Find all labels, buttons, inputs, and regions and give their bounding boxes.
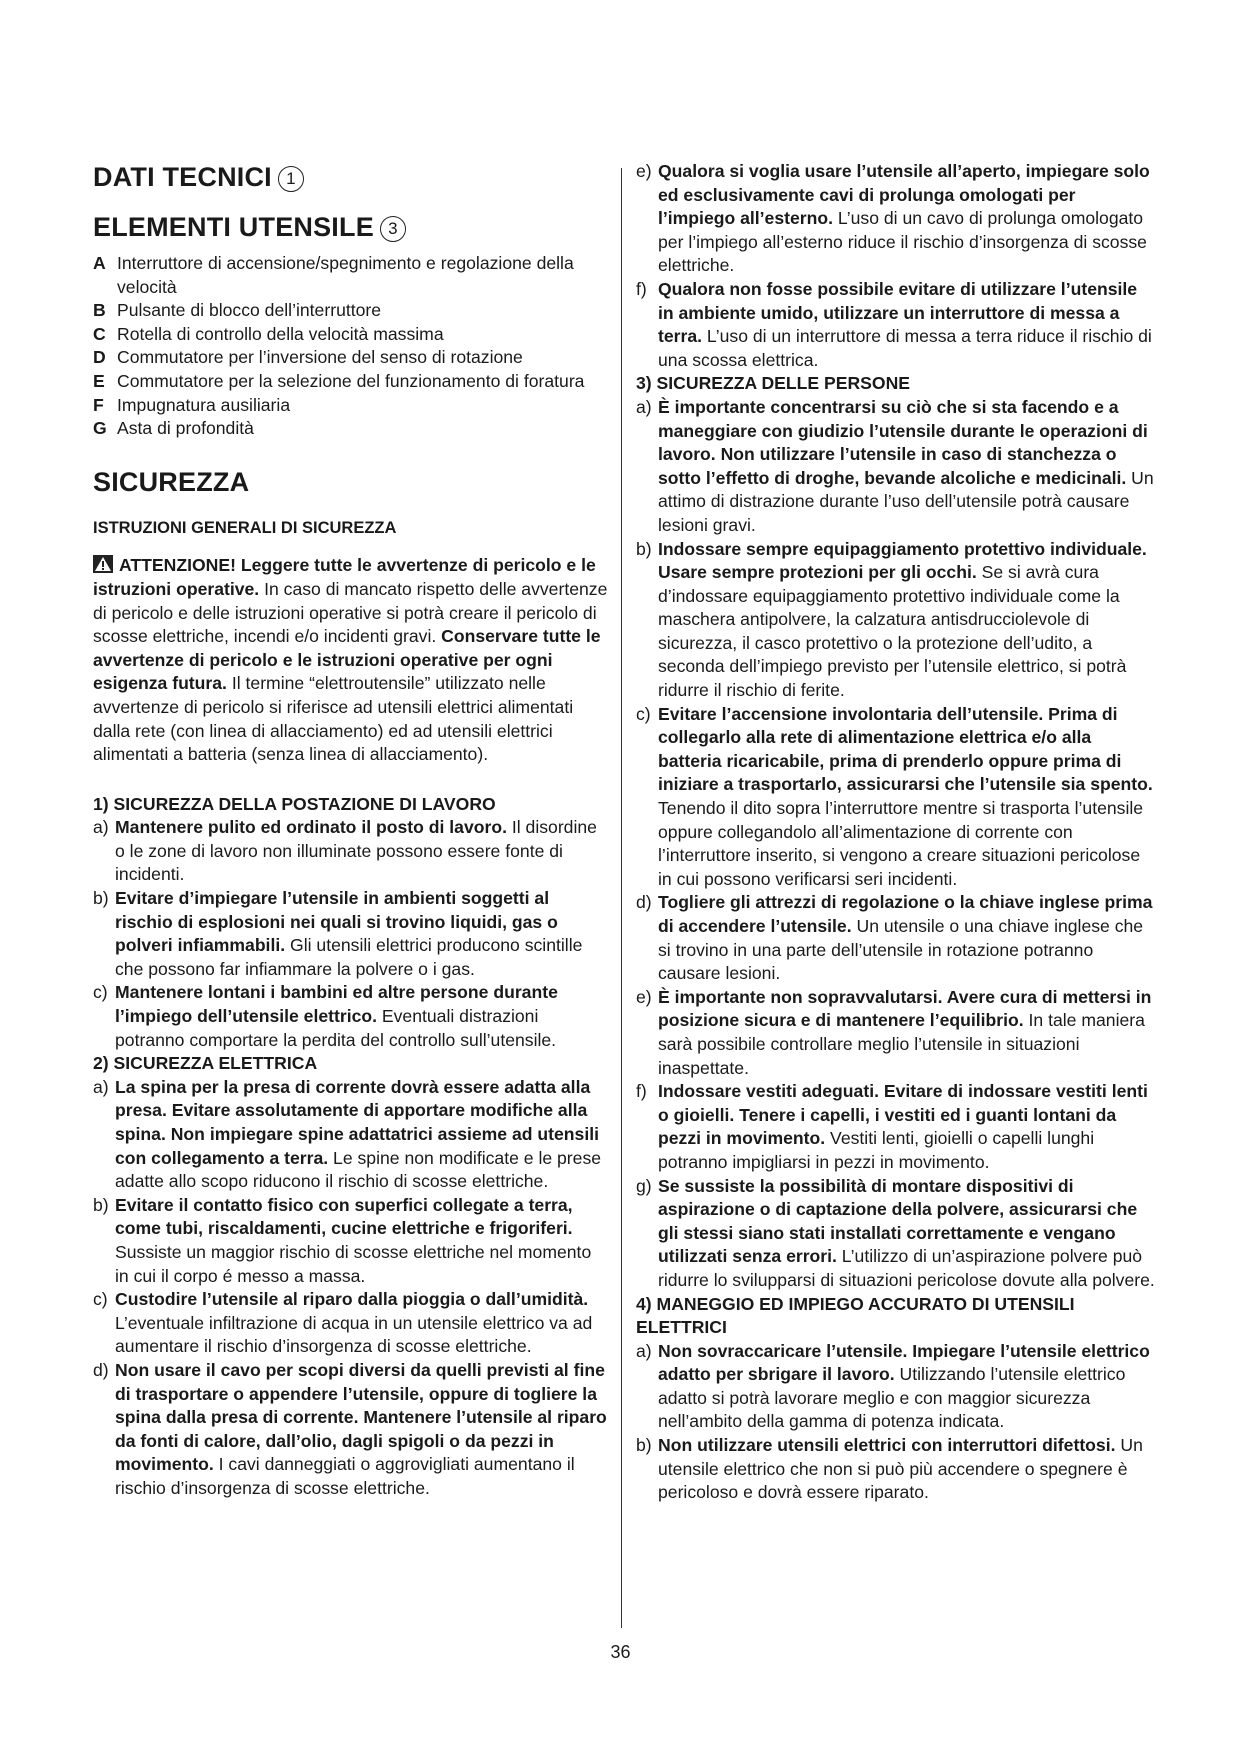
part-item: F Impugnatura ausiliaria [93, 394, 291, 415]
list-item: e) È importante non sopravvalutarsi. Avere cura di mettersi in posizione sicura e di mantenere l’equilibrio. In tale maniera sarà possibile controllare meglio l’utensile in situazioni inaspettate. [636, 986, 1152, 1078]
section-heading: 1) SICUREZZA DELLA POSTAZIONE DI LAVORO [93, 793, 496, 814]
part-item: C Rotella di controllo della velocità massima [93, 323, 444, 344]
list-item: a) È importante concentrarsi su ciò che si sta facendo e a maneggiare con giudizio l’utensile durante le operazioni di lavoro. Non utilizzare l’utensile in caso di stanchezza o sotto l’effetto di droghe, bevande alcoliche e medicinali. Un attimo di distrazione durante l’uso dell’utensile potrà causare lesioni gravi. [636, 396, 1154, 535]
heading-elementi-utensile: ELEMENTI UTENSILE 3 [93, 210, 608, 244]
part-item: A Interruttore di accensione/spegnimento e regolazione della velocità [93, 253, 574, 297]
list-item: b) Indossare sempre equipaggiamento protettivo individuale. Usare sempre protezioni per gli occhi. Se si avrà cura d’indossare equipaggiamento protettivo individuale come la maschera antipolvere, la calzatura antisdrucciolevole di sicurezza, il casco protettivo o la protezione dell’udito, a seconda dell’impiego previsto per l’utensile elettrico, si potrà ridurre il rischio di ferite. [636, 538, 1147, 701]
left-column [93, 160, 608, 1501]
list-item: d) Non usare il cavo per scopi diversi da quelli previsti al fine di trasportare o appendere l’utensile, oppure di togliere la spina dalla presa di corrente. Mantenere l’utensile al riparo da fonti di calore, dall’olio, dagli spigoli o da pezzi in movimento. I cavi danneggiati o aggrovigliati aumentano il rischio d’insorgenza di scosse elettriche. [93, 1359, 607, 1498]
list-item: a) La spina per la presa di corrente dovrà essere adatta alla presa. Evitare assolutamente di apportare modifiche alla spina. Non impiegare spine adattatrici assieme ad utensili con collegamento a terra. Le spine non modificate e le prese adatte allo scopo riducono il rischio di scosse elettriche. [93, 1076, 602, 1192]
list-item: c) Custodire l’utensile al riparo dalla pioggia o dall’umidità. L’eventuale infiltrazione di acqua in un utensile elettrico va ad aumentare il rischio d’insorgenza di scosse elettriche. [93, 1289, 593, 1357]
heading-sicurezza: SICUREZZA [93, 466, 250, 497]
list-item: a) Non sovraccaricare l’utensile. Impiegare l’utensile elettrico adatto per sbrigare il lavoro. Utilizzando l’utensile elettrico adatto si potrà lavorare meglio e con maggior sicurezza nell’ambito della gamma di potenza indicata. [636, 1340, 1150, 1432]
list-item: b) Evitare il contatto fisico con superfici collegate a terra, come tubi, riscaldamenti, cucine elettriche e frigoriferi. Sussiste un maggior rischio di scosse elettriche nel momento in cui il corpo é messo a massa. [93, 1194, 592, 1286]
list-item: c) Mantenere lontani i bambini ed altre persone durante l’impiego dell’utensile elettrico. Eventuali distrazioni potranno comportare la perdita del controllo sull’utensile. [93, 982, 558, 1050]
figure-ref-badge: 3 [380, 216, 406, 242]
figure-ref-badge: 1 [278, 166, 304, 192]
column-divider [621, 168, 622, 1628]
heading-dati-tecnici: DATI TECNICI 1 [93, 160, 608, 194]
part-item: D Commutatore per l’inversione del senso di rotazione [93, 347, 523, 368]
page-number: 36 [610, 1642, 631, 1662]
list-item: d) Togliere gli attrezzi di regolazione o la chiave inglese prima di accendere l’utensile. Un utensile o una chiave inglese che si trovino in una parte dell’utensile in rotazione potranno causare lesioni. [636, 892, 1153, 984]
list-item: a) Mantenere pulito ed ordinato il posto di lavoro. Il disordine o le zone di lavoro non illuminate possono essere fonte di incidenti. [93, 817, 597, 885]
list-item: g) Se sussiste la possibilità di montare dispositivi di aspirazione o di captazione della polvere, assicurarsi che gli stessi siano stati installati correttamente e vengano utilizzati senza errori. L’utilizzo di un’aspirazione polvere può ridurre lo svilupparsi di situazioni pericolose dovute alla polvere. [636, 1175, 1155, 1290]
part-item: E Commutatore per la selezione del funzionamento di foratura [93, 370, 585, 391]
list-item: b) Evitare d’impiegare l’utensile in ambienti soggetti al rischio di esplosioni nei quali si trovino liquidi, gas o polveri infiammabili. Gli utensili elettrici producono scintille che possono far infiammare la polvere o i gas. [93, 888, 583, 979]
list-item: c) Evitare l’accensione involontaria dell’utensile. Prima di collegarlo alla rete di alimentazione elettrica e/o alla batteria ricaricabile, prima di prenderlo oppure prima di iniziare a trasportarlo, assicurarsi che l’utensile sia spento. Tenendo il dito sopra l’interruttore mentre si trasporta l’utensile oppure collegandolo all’alimentazione di corrente con l’interruttore inserito, si vengono a creare situazioni pericolose in cui possono verificarsi seri incidenti. [636, 703, 1153, 889]
part-item: B Pulsante di blocco dell’interruttore [93, 300, 382, 321]
section-heading: 3) SICUREZZA DELLE PERSONE [636, 373, 911, 394]
list-item: f) Qualora non fosse possibile evitare di utilizzare l’utensile in ambiente umido, utilizzare un interruttore di messa a terra. L’uso di un interruttore di messa a terra riduce il rischio di una scossa elettrica. [636, 278, 1152, 370]
warning-paragraph: ATTENZIONE! Leggere tutte le avvertenze di pericolo e le istruzioni operative. In caso di mancato rispetto delle avvertenze di pericolo e delle istruzioni operative si potrà creare il pericolo di scosse elettriche, incendi e/o incidenti gravi. Conservare tutte le avvertenze di pericolo e le istruzioni operative per ogni esigenza futura. Il termine “elettroutensile” utilizzato nelle avvertenze di pericolo si riferisce ad utensili elettrici alimentati dalla rete (con linea di allacciamento) ed ad utensili elettrici alimentati a batteria (senza linea di allacciamento). [93, 555, 608, 765]
list-item: e) Qualora si voglia usare l’utensile all’aperto, impiegare solo ed esclusivamente cavi di prolunga omologati per l’impiego all’esterno. L’uso di un cavo di prolunga omologato per l’impiego all’esterno riduce il rischio d’insorgenza di scosse elettriche. [636, 161, 1150, 276]
list-item: b) Non utilizzare utensili elettrici con interruttori difettosi. Un utensile elettrico che non si può più accendere o spegnere è pericoloso e dovrà essere riparato. [636, 1435, 1143, 1503]
part-item: G Asta di profondità [93, 418, 254, 439]
subheading-istruzioni: ISTRUZIONI GENERALI DI SICUREZZA [93, 518, 397, 537]
section-heading: 2) SICUREZZA ELETTRICA [93, 1053, 318, 1074]
warning-icon [93, 555, 113, 573]
parts-list [93, 252, 608, 441]
right-column [636, 160, 1156, 1505]
section-heading: 4) MANEGGIO ED IMPIEGO ACCURATO DI UTENSILI ELETTRICI [636, 1293, 1075, 1338]
list-item: f) Indossare vestiti adeguati. Evitare di indossare vestiti lenti o gioielli. Tenere i capelli, i vestiti ed i guanti lontani da pezzi in movimento. Vestiti lenti, gioielli o capelli lunghi potranno impigliarsi in pezzi in movimento. [636, 1081, 1148, 1172]
